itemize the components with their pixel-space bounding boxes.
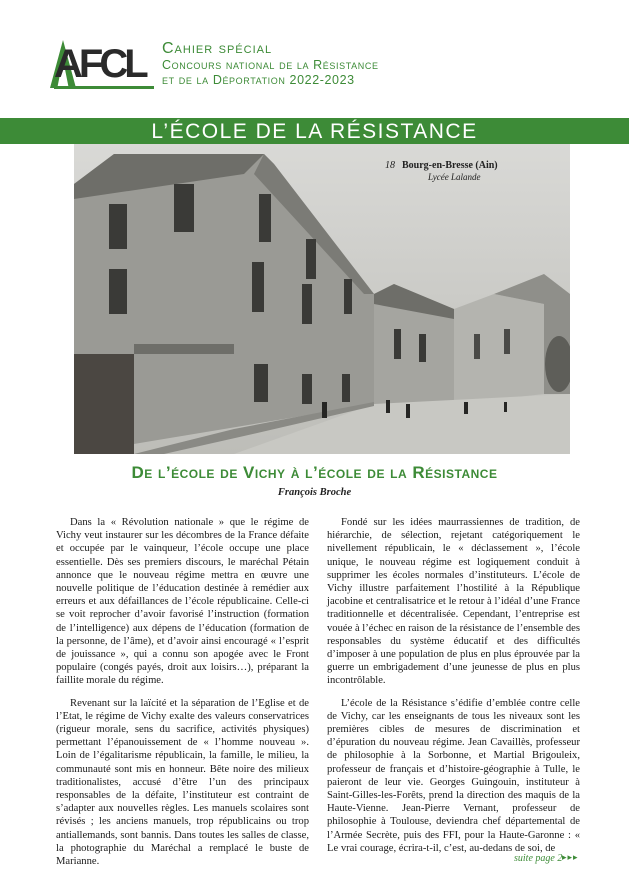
paragraph: Dans la « Révolution nationale » que le régime de Vichy veut instaurer sur les décombres de la France défaite et occupée par le vainqueur, l’école occupe une place essentielle. Dès ses premiers discours, le maréchal Pétain annonce que le nouveau régime mettra en œuvre une nouvelle politique de l’éducation destinée à remédier aux erreurs et aux défaillances de l’école républicaine. Celle-ci se voit reprocher d’avoir favorisé l’instruction (formation de l’intelligence) aux dépens de l’éducation (formation de la personne, de l’âme), et d’avoir ainsi encouragé « l’esprit de jouissance », qui a connu son apogée avec le Front populaire (congés payés, droit aux loisirs…), préparant la faillite morale du régime.	[56, 517, 309, 687]
photo-subtitle: Lycée Lalande	[428, 172, 481, 182]
paragraph: L’école de la Résistance s’édifie d’emblée contre celle de Vichy, car les enseignants de tous les niveaux sont les premières cibles de mesures de discrimination et d’épuration du nouveau régime. Jean Cavaillès, professeur de philosophie à la Sorbonne, et Martial Brigouleix, professeur de français et d’histoire-géographie à Tulle, le paieront de leur vie. Georges Guingouin, instituteur à Saint-Gilles-les-Forêts, prend la direction des maquis de la Haute-Vienne. Jean-Pierre Vernant, professeur de philosophie à Toulouse, deviendra chef départemental de l’Armée Secrète, puis des FFI, pour la Haute-Garonne : « Le vrai courage, écrira-t-il, c’est, au-dedans de soi, de	[327, 697, 580, 854]
header-subtitle-line2: et de la Déportation 2022-2023	[162, 73, 355, 87]
paragraph: Fondé sur les idées maurrassiennes de tradition, de hiérarchie, de sélection, rejetant catégoriquement le nivellement républicain, le « déclassement », l’école unique, le nouveau régime est logiquement conduit à supprimer les écoles normales d’instituteurs. L’école de Vichy illustre parfaitement l’hostilité à la République jacobine et centralisatrice et le retour à l’idéal d’une France traditionnelle et décentralisée. Cependant, l’entreprise est vouée à l’échec en raison de la résistance de l’ensemble des responsables du système éducatif et des difficultés d’imposer à une population de plus en plus éprouvée par la guerre un embrigadement d’une jeunesse de plus en plus incontrôlable.	[327, 517, 580, 687]
continued-arrows-icon: ▸▸▸	[562, 852, 579, 862]
article-column-right	[327, 516, 580, 864]
header-subtitle-line1: Concours national de la Résistance	[162, 58, 379, 72]
afcl-logo	[50, 40, 156, 88]
article-author: François Broche	[277, 487, 352, 498]
article-title: De l’école de Vichy à l’école de la Résistance	[131, 463, 498, 482]
logo-text: AFCL	[54, 42, 145, 86]
photo-number: 18	[385, 160, 395, 171]
article-column-left	[56, 516, 309, 877]
header-title: Cahier spécial	[162, 40, 273, 57]
header-block	[162, 40, 582, 88]
section-title: L’ÉCOLE DE LA RÉSISTANCE	[151, 120, 478, 143]
paragraph: Revenant sur la laïcité et la séparation de l’Eglise et de l’Etat, le régime de Vichy exalte des valeurs conservatrices (rigueur morale, sens du sacrifice, activités physiques) permettant l’épanouissement de « l’homme nouveau ». Loin de l’égalitarisme républicain, la famille, le milieu, la communauté sont mis en honneur. Bête noire des milieux traditionalistes, accusé d’être l’un des principaux responsables de la défaite, l’instituteur est contraint de s’adapter aux nouvelles règles. Les manuels scolaires sont révisés ; les anciens manuels, trop républicains ou trop antiallemands, sont bannis. Dans toutes les salles de classe, la photographie du Maréchal a remplacé le buste de Marianne.	[56, 697, 309, 868]
postcard-photo	[74, 144, 570, 454]
school-building-illustration	[74, 144, 570, 454]
logo-underline	[54, 86, 154, 89]
photo-place: Bourg-en-Bresse (Ain)	[402, 160, 498, 171]
continued-link[interactable]: suite page 2	[514, 853, 563, 864]
